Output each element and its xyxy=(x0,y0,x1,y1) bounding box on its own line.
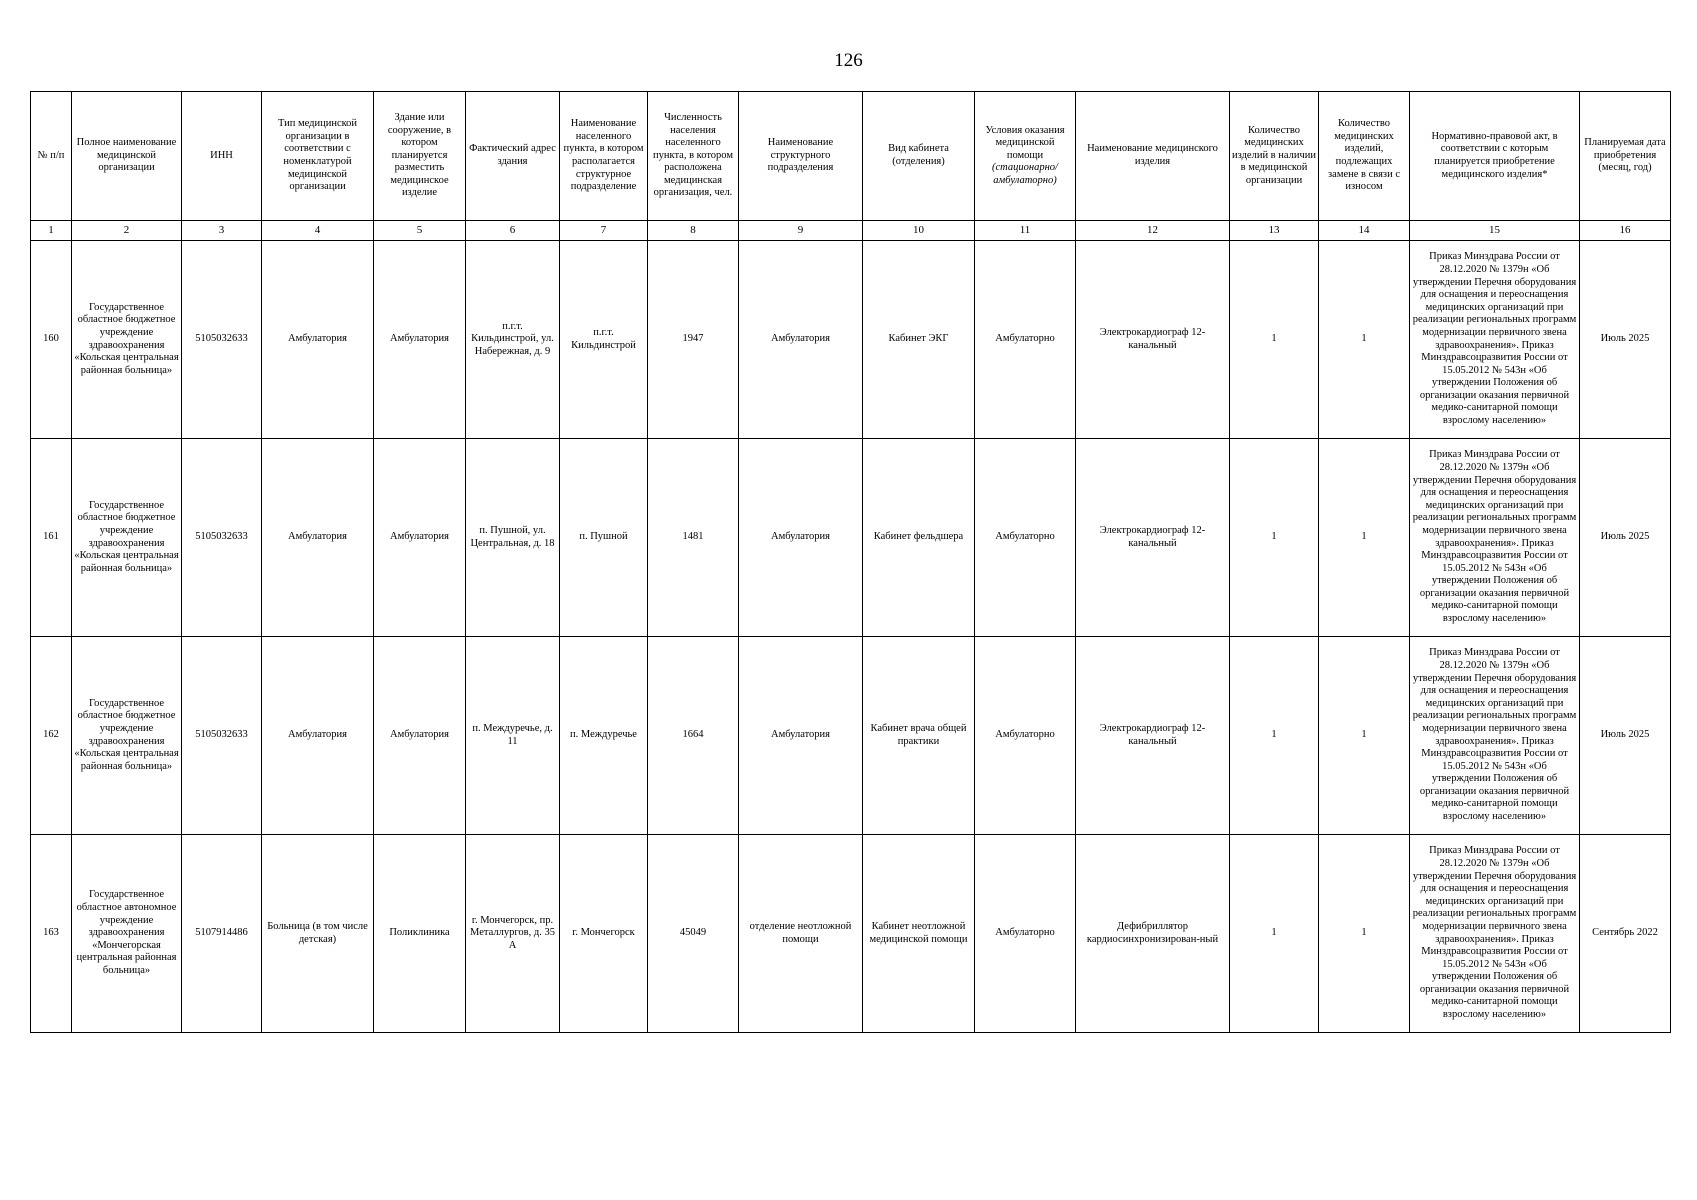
col-header-num: № п/п xyxy=(31,92,72,221)
col-header-conditions-label: Условия оказания медицинской помощи xyxy=(985,124,1065,161)
cell-org-type: Амбулатория xyxy=(262,439,374,637)
cell-address: г. Мончегорск, пр. Металлургов, д. 35 А xyxy=(466,835,560,1033)
cell-cabinet: Кабинет фельдшера xyxy=(863,439,975,637)
cell-building: Амбулатория xyxy=(374,241,466,439)
cell-device: Электрокардиограф 12-канальный xyxy=(1076,637,1230,835)
cell-cabinet: Кабинет ЭКГ xyxy=(863,241,975,439)
cell-device: Электрокардиограф 12-канальный xyxy=(1076,439,1230,637)
cell-org-type: Амбулатория xyxy=(262,241,374,439)
column-number-row xyxy=(31,221,1671,241)
cell-qty-available: 1 xyxy=(1230,439,1319,637)
col-number: 11 xyxy=(975,221,1076,241)
col-header-conditions-note: (стационарно/ амбулаторно) xyxy=(992,162,1058,186)
col-header-population: Численность населения населенного пункта, в котором расположена медицинская организация, чел. xyxy=(648,92,739,221)
cell-legal-act: Приказ Минздрава России от 28.12.2020 № 1379н «Об утверждении Перечня оборудования для оснащения и переоснащения медицинских организаций при реализации региональных программ модернизации первичного звена здравоохранения». Приказ Минздравсоцразвития России от 15.05.2012 № 543н «Об утверждении Положения об организации оказания первичной медико-санитарной помощи взрослому населению» xyxy=(1410,439,1580,637)
table-row xyxy=(31,637,1671,835)
col-number: 4 xyxy=(262,221,374,241)
cell-date: Июль 2025 xyxy=(1580,241,1671,439)
cell-num: 163 xyxy=(31,835,72,1033)
col-header-qty-available: Количество медицинских изделий в наличии в медицинской организации xyxy=(1230,92,1319,221)
cell-settlement: п.г.т. Кильдинстрой xyxy=(560,241,648,439)
cell-building: Амбулатория xyxy=(374,637,466,835)
col-number: 9 xyxy=(739,221,863,241)
cell-qty-replace: 1 xyxy=(1319,241,1410,439)
col-number: 1 xyxy=(31,221,72,241)
col-header-address: Фактический адрес здания xyxy=(466,92,560,221)
col-number: 8 xyxy=(648,221,739,241)
cell-unit: Амбулатория xyxy=(739,637,863,835)
cell-org: Государственное областное бюджетное учреждение здравоохранения «Кольская центральная районная больница» xyxy=(72,637,182,835)
cell-qty-available: 1 xyxy=(1230,241,1319,439)
cell-unit: Амбулатория xyxy=(739,241,863,439)
page-number: 126 xyxy=(834,50,863,71)
col-number: 12 xyxy=(1076,221,1230,241)
cell-conditions: Амбулаторно xyxy=(975,241,1076,439)
col-header-building: Здание или сооружение, в котором планируется разместить медицинское изделие xyxy=(374,92,466,221)
cell-qty-replace: 1 xyxy=(1319,637,1410,835)
col-number: 16 xyxy=(1580,221,1671,241)
col-number: 14 xyxy=(1319,221,1410,241)
cell-population: 45049 xyxy=(648,835,739,1033)
cell-org: Государственное областное бюджетное учреждение здравоохранения «Кольская центральная районная больница» xyxy=(72,439,182,637)
cell-num: 161 xyxy=(31,439,72,637)
col-number: 13 xyxy=(1230,221,1319,241)
cell-device: Электрокардиограф 12-канальный xyxy=(1076,241,1230,439)
cell-settlement: г. Мончегорск xyxy=(560,835,648,1033)
cell-building: Поликлиника xyxy=(374,835,466,1033)
col-header-cabinet: Вид кабинета (отделения) xyxy=(863,92,975,221)
col-number: 6 xyxy=(466,221,560,241)
cell-cabinet: Кабинет неотложной медицинской помощи xyxy=(863,835,975,1033)
col-header-org: Полное наименование медицинской организации xyxy=(72,92,182,221)
col-number: 15 xyxy=(1410,221,1580,241)
cell-legal-act: Приказ Минздрава России от 28.12.2020 № 1379н «Об утверждении Перечня оборудования для оснащения и переоснащения медицинских организаций при реализации региональных программ модернизации первичного звена здравоохранения». Приказ Минздравсоцразвития России от 15.05.2012 № 543н «Об утверждении Положения об организации оказания первичной медико-санитарной помощи взрослому населению» xyxy=(1410,835,1580,1033)
cell-legal-act: Приказ Минздрава России от 28.12.2020 № 1379н «Об утверждении Перечня оборудования для оснащения и переоснащения медицинских организаций при реализации региональных программ модернизации первичного звена здравоохранения». Приказ Минздравсоцразвития России от 15.05.2012 № 543н «Об утверждении Положения об организации оказания первичной медико-санитарной помощи взрослому населению» xyxy=(1410,637,1580,835)
cell-building: Амбулатория xyxy=(374,439,466,637)
col-header-conditions xyxy=(975,92,1076,221)
col-header-qty-replace: Количество медицинских изделий, подлежащих замене в связи с износом xyxy=(1319,92,1410,221)
cell-cabinet: Кабинет врача общей практики xyxy=(863,637,975,835)
header-row xyxy=(31,92,1671,221)
col-header-legal-act: Нормативно-правовой акт, в соответствии с которым планируется приобретение медицинского изделия* xyxy=(1410,92,1580,221)
cell-settlement: п. Междуречье xyxy=(560,637,648,835)
cell-inn: 5105032633 xyxy=(182,241,262,439)
cell-settlement: п. Пушной xyxy=(560,439,648,637)
cell-org-type: Больница (в том числе детская) xyxy=(262,835,374,1033)
cell-inn: 5105032633 xyxy=(182,637,262,835)
cell-qty-available: 1 xyxy=(1230,637,1319,835)
cell-population: 1947 xyxy=(648,241,739,439)
table-row xyxy=(31,439,1671,637)
cell-inn: 5107914486 xyxy=(182,835,262,1033)
cell-address: п. Пушной, ул. Центральная, д. 18 xyxy=(466,439,560,637)
cell-date: Сентябрь 2022 xyxy=(1580,835,1671,1033)
cell-address: п. Междуречье, д. 11 xyxy=(466,637,560,835)
cell-conditions: Амбулаторно xyxy=(975,835,1076,1033)
cell-address: п.г.т. Кильдинстрой, ул. Набережная, д. 9 xyxy=(466,241,560,439)
col-header-org-type: Тип медицинской организации в соответствии с номенклатурой медицинской организации xyxy=(262,92,374,221)
col-header-unit: Наименование структурного подразделения xyxy=(739,92,863,221)
col-number: 5 xyxy=(374,221,466,241)
col-number: 2 xyxy=(72,221,182,241)
cell-population: 1664 xyxy=(648,637,739,835)
cell-legal-act: Приказ Минздрава России от 28.12.2020 № 1379н «Об утверждении Перечня оборудования для оснащения и переоснащения медицинских организаций при реализации региональных программ модернизации первичного звена здравоохранения». Приказ Минздравсоцразвития России от 15.05.2012 № 543н «Об утверждении Положения об организации оказания первичной медико-санитарной помощи взрослому населению» xyxy=(1410,241,1580,439)
cell-org-type: Амбулатория xyxy=(262,637,374,835)
cell-unit: отделение неотложной помощи xyxy=(739,835,863,1033)
cell-qty-replace: 1 xyxy=(1319,835,1410,1033)
cell-org: Государственное областное автономное учреждение здравоохранения «Мончегорская центральная районная больница» xyxy=(72,835,182,1033)
col-header-settlement: Наименование населенного пункта, в котором располагается структурное подразделение xyxy=(560,92,648,221)
col-header-device: Наименование медицинского изделия xyxy=(1076,92,1230,221)
cell-inn: 5105032633 xyxy=(182,439,262,637)
cell-conditions: Амбулаторно xyxy=(975,439,1076,637)
cell-qty-available: 1 xyxy=(1230,835,1319,1033)
cell-num: 162 xyxy=(31,637,72,835)
cell-date: Июль 2025 xyxy=(1580,439,1671,637)
cell-device: Дефибриллятор кардиосинхронизирован-ный xyxy=(1076,835,1230,1033)
col-number: 3 xyxy=(182,221,262,241)
col-number: 7 xyxy=(560,221,648,241)
cell-unit: Амбулатория xyxy=(739,439,863,637)
cell-date: Июль 2025 xyxy=(1580,637,1671,835)
cell-population: 1481 xyxy=(648,439,739,637)
col-number: 10 xyxy=(863,221,975,241)
table-row xyxy=(31,835,1671,1033)
cell-conditions: Амбулаторно xyxy=(975,637,1076,835)
cell-org: Государственное областное бюджетное учреждение здравоохранения «Кольская центральная районная больница» xyxy=(72,241,182,439)
cell-qty-replace: 1 xyxy=(1319,439,1410,637)
col-header-inn: ИНН xyxy=(182,92,262,221)
table-row xyxy=(31,241,1671,439)
equipment-table xyxy=(30,91,1671,1033)
cell-num: 160 xyxy=(31,241,72,439)
col-header-date: Планируемая дата приобретения (месяц, год) xyxy=(1580,92,1671,221)
